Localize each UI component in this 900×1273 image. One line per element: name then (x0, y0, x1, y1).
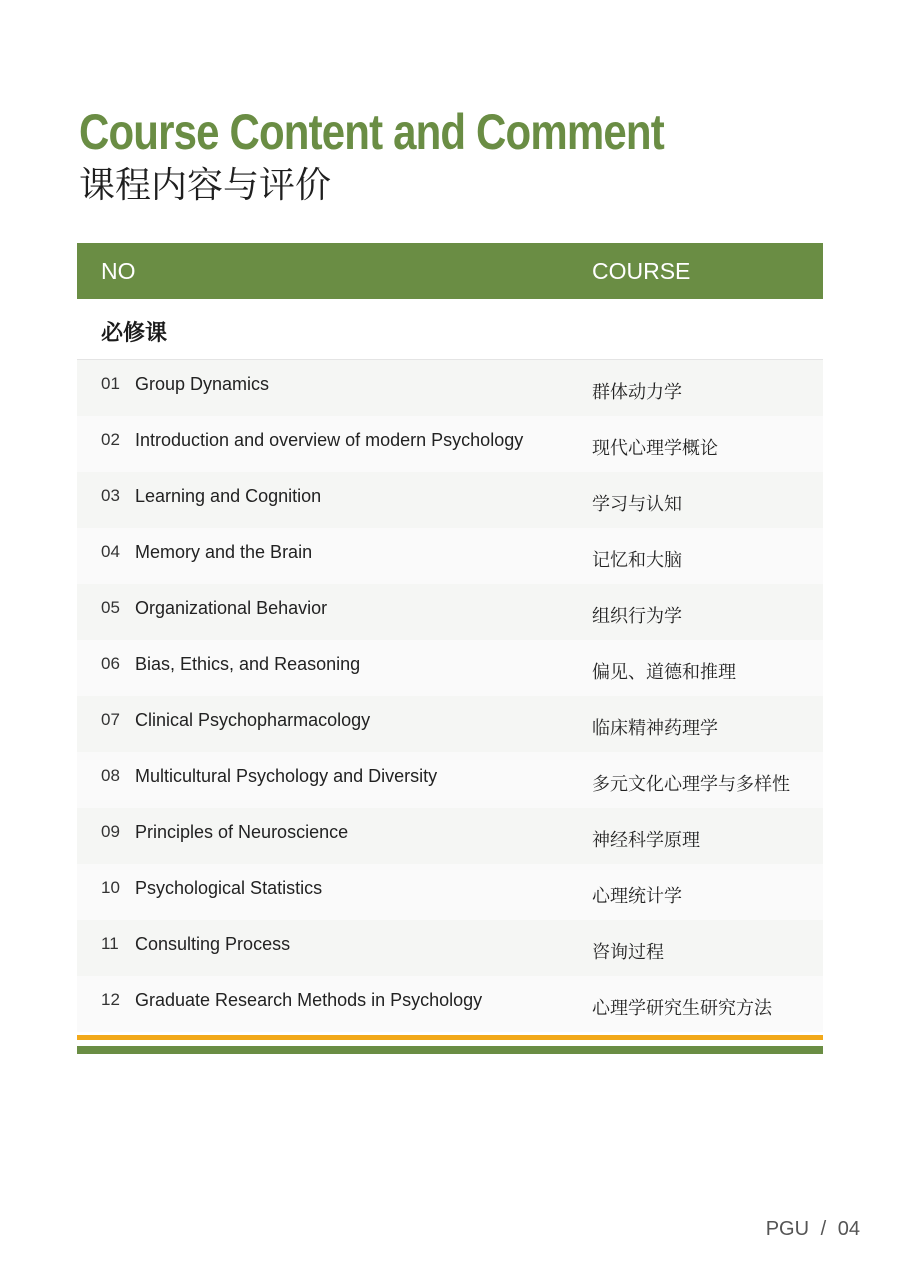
table-row (77, 920, 823, 976)
green-divider (77, 1046, 823, 1054)
table-row (77, 360, 823, 416)
course-name-cn: 群体动力学 (592, 382, 682, 403)
orange-divider (77, 1035, 823, 1040)
row-number: 04 (101, 542, 120, 561)
course-name-en: Principles of Neuroscience (135, 822, 349, 842)
row-number: 11 (101, 934, 119, 953)
row-number: 07 (101, 710, 120, 729)
course-name-cn: 学习与认知 (592, 494, 682, 515)
course-name-en: Organizational Behavior (135, 598, 328, 618)
section-label: 必修课 (101, 321, 168, 346)
course-name-en: Psychological Statistics (135, 878, 323, 898)
course-name-en: Graduate Research Methods in Psychology (135, 990, 483, 1010)
row-number: 05 (101, 598, 120, 617)
course-name-cn: 临床精神药理学 (592, 718, 718, 739)
row-number: 12 (101, 990, 120, 1009)
course-name-en: Memory and the Brain (135, 542, 313, 562)
course-name-cn: 多元文化心理学与多样性 (592, 774, 790, 795)
row-number: 03 (101, 486, 120, 505)
course-name-cn: 心理统计学 (592, 886, 682, 907)
course-name-en: Learning and Cognition (135, 486, 322, 506)
course-name-cn: 神经科学原理 (592, 830, 700, 851)
section-heading (77, 299, 823, 360)
table-body (77, 360, 823, 1032)
table-row (77, 584, 823, 640)
course-name-cn: 组织行为学 (592, 606, 682, 627)
column-header-course: COURSE (592, 258, 691, 284)
course-name-en: Bias, Ethics, and Reasoning (135, 654, 361, 674)
course-table (77, 243, 823, 1054)
page-footer (766, 1218, 860, 1241)
page-title-cn: 课程内容与评价 (79, 165, 332, 206)
footer-brand: PGU (765, 1218, 810, 1240)
course-name-en: Clinical Psychopharmacology (135, 710, 371, 730)
row-number: 10 (101, 878, 120, 897)
table-row (77, 976, 823, 1032)
page-number: 04 (837, 1218, 860, 1240)
course-name-cn: 心理学研究生研究方法 (592, 998, 772, 1019)
row-number: 09 (101, 822, 120, 841)
course-name-en: Introduction and overview of modern Psychology (135, 430, 524, 450)
row-number: 01 (101, 374, 120, 393)
footer-separator: / (820, 1218, 827, 1240)
course-name-cn: 现代心理学概论 (592, 438, 718, 459)
course-name-en: Consulting Process (135, 934, 291, 954)
course-name-en: Group Dynamics (135, 374, 270, 394)
row-number: 06 (101, 654, 120, 673)
table-row (77, 808, 823, 864)
course-name-en: Multicultural Psychology and Diversity (135, 766, 438, 786)
column-header-no: NO (101, 258, 136, 284)
table-row (77, 528, 823, 584)
course-name-cn: 记忆和大脑 (592, 550, 682, 571)
table-row (77, 752, 823, 808)
row-number: 08 (101, 766, 120, 785)
table-row (77, 472, 823, 528)
table-row (77, 416, 823, 472)
table-row (77, 864, 823, 920)
table-row (77, 640, 823, 696)
course-name-cn: 咨询过程 (592, 942, 664, 963)
table-header (77, 243, 823, 299)
course-name-cn: 偏见、道德和推理 (592, 662, 736, 683)
table-row (77, 696, 823, 752)
page-title-en: Course Content and Comment (79, 104, 664, 160)
row-number: 02 (101, 430, 120, 449)
